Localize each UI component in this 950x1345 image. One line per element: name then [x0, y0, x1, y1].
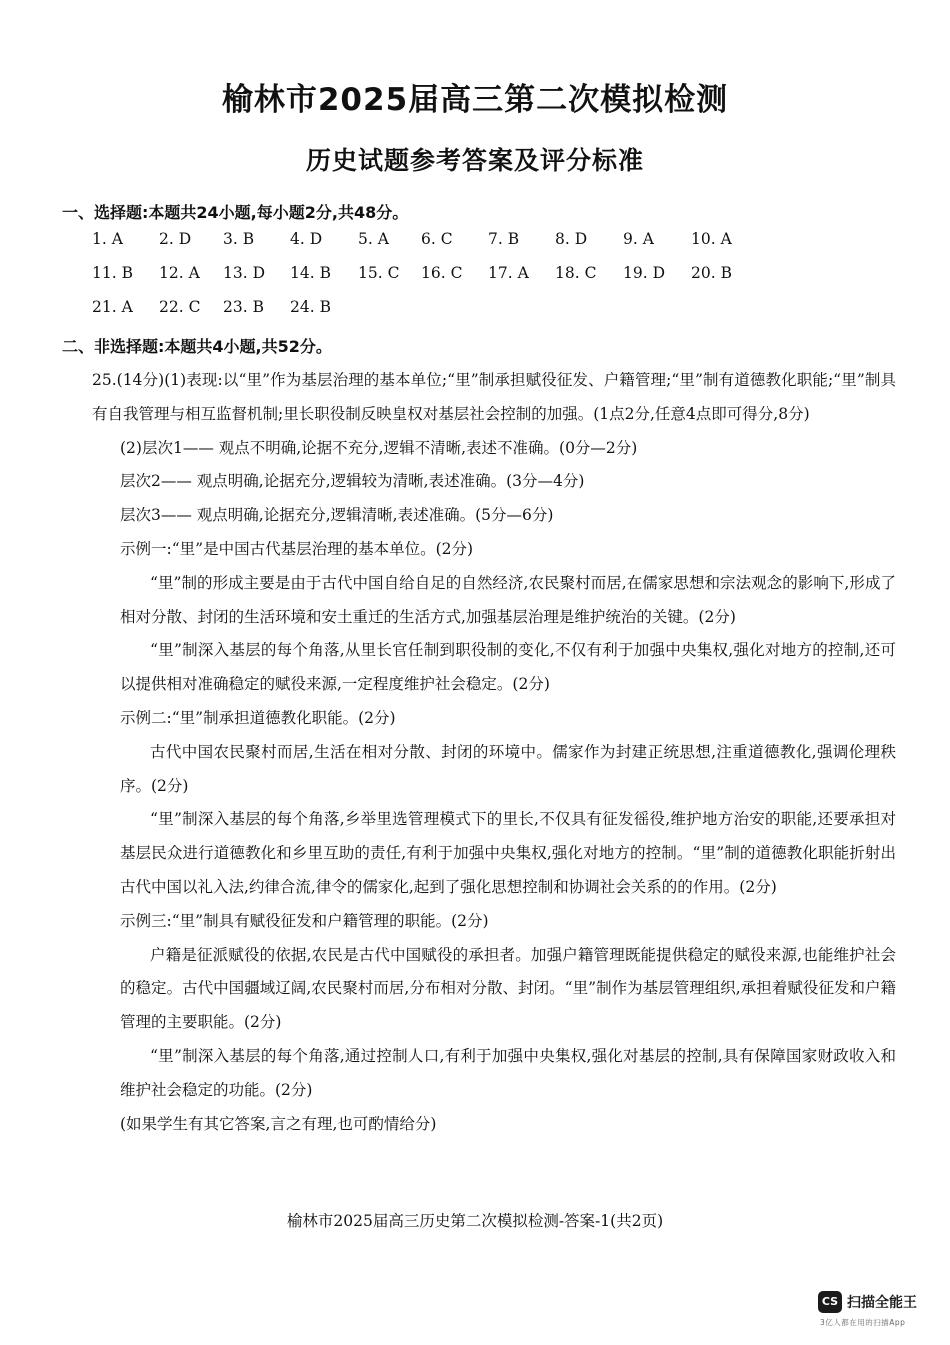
section-heading-choice: 一、选择题:本题共24小题,每小题2分,共48分。 — [62, 203, 409, 222]
answer-item: 11. B — [92, 264, 133, 282]
answer-item: 7. B — [488, 230, 520, 248]
example-2-paragraph: 古代中国农民聚村而居,生活在相对分散、封闭的环境中。儒家作为封建正统思想,注重道德教化,强调伦理秩序。(2分) — [120, 742, 896, 795]
level-3: 层次3—— 观点明确,论据充分,逻辑清晰,表述准确。(5分—6分) — [120, 506, 554, 525]
answer-body — [92, 364, 896, 1141]
example-2-paragraph: “里”制深入基层的每个角落,乡举里选管理模式下的里长,不仅具有征发徭役,维护地方治安的职能,还要承担对基层民众进行道德教化和乡里互助的责任,有利于加强中央集权,强化对地方的控制。“里”制的道德教化职能折射出古代中国以礼入法,约律合流,律令的儒家化,起到了强化思想控制和协调社会关系的的作用。(2分) — [120, 810, 896, 896]
answer-item: 20. B — [691, 264, 732, 282]
answer-item: 16. C — [421, 264, 463, 282]
answer-item: 3. B — [223, 230, 255, 248]
example-2-heading: 示例二:“里”制承担道德教化职能。(2分) — [120, 708, 396, 727]
example-3-paragraph: “里”制深入基层的每个角落,通过控制人口,有利于加强中央集权,强化对基层的控制,具有保障国家财政收入和维护社会稳定的功能。(2分) — [120, 1046, 896, 1099]
answer-row — [92, 230, 792, 264]
answer-grid — [92, 230, 792, 332]
answer-item: 10. A — [691, 230, 732, 248]
watermark-tagline: 3亿人都在用的扫描App — [820, 1318, 906, 1327]
answer-item: 8. D — [555, 230, 588, 248]
answer-item: 1. A — [92, 230, 123, 248]
level-2: 层次2—— 观点明确,论据充分,逻辑较为清晰,表述准确。(3分—4分) — [120, 472, 585, 491]
answer-row — [92, 298, 792, 332]
example-1-paragraph: “里”制的形成主要是由于古代中国自给自足的自然经济,农民聚村而居,在儒家思想和宗法观念的影响下,形成了相对分散、封闭的生活环境和安土重迁的生活方式,加强基层治理是维护统治的关键。(2分) — [120, 573, 896, 626]
answer-item: 5. A — [358, 230, 389, 248]
answer-item: 13. D — [223, 264, 266, 282]
watermark-app-name: 扫描全能王 — [847, 1295, 917, 1311]
answer-item: 2. D — [159, 230, 192, 248]
level-1: (2)层次1—— 观点不明确,论据不充分,逻辑不清晰,表述不准确。(0分—2分) — [120, 438, 638, 457]
answer-item: 12. A — [159, 264, 200, 282]
answer-item: 23. B — [223, 298, 264, 316]
answer-item: 6. C — [421, 230, 453, 248]
answer-item: 15. C — [358, 264, 400, 282]
example-3-heading: 示例三:“里”制具有赋役征发和户籍管理的职能。(2分) — [120, 911, 489, 930]
camscanner-logo-icon: CS — [818, 1291, 842, 1313]
page-footer: 榆林市2025届高三历史第二次模拟检测-答案-1(共2页) — [286, 1212, 664, 1230]
question-25-part1: 25.(14分)(1)表现:以“里”作为基层治理的基本单位;“里”制承担赋役征发、户籍管理;“里”制有道德教化职能;“里”制具有自我管理与相互监督机制;里长职役制反映皇权对基层社会控制的加强。(1点2分,任意4点即可得分,8分) — [92, 371, 896, 423]
grading-note: (如果学生有其它答案,言之有理,也可酌情给分) — [120, 1114, 437, 1133]
answer-item: 17. A — [488, 264, 529, 282]
answer-item: 19. D — [623, 264, 666, 282]
answer-row — [92, 264, 792, 298]
page-subtitle: 历史试题参考答案及评分标准 — [305, 146, 644, 175]
example-1-heading: 示例一:“里”是中国古代基层治理的基本单位。(2分) — [120, 539, 474, 558]
answer-item: 4. D — [290, 230, 323, 248]
answer-item: 14. B — [290, 264, 331, 282]
scanner-watermark — [818, 1290, 936, 1334]
answer-item: 21. A — [92, 298, 133, 316]
answer-item: 22. C — [159, 298, 201, 316]
example-1-paragraph: “里”制深入基层的每个角落,从里长官任制到职役制的变化,不仅有利于加强中央集权,强化对地方的控制,还可以提供相对准确稳定的赋役来源,一定程度维护社会稳定。(2分) — [120, 641, 896, 694]
answer-item: 9. A — [623, 230, 654, 248]
page-title: 榆林市2025届高三第二次模拟检测 — [221, 82, 729, 118]
section-heading-nonchoice: 二、非选择题:本题共4小题,共52分。 — [62, 337, 332, 356]
answer-item: 18. C — [555, 264, 597, 282]
answer-item: 24. B — [290, 298, 331, 316]
example-3-paragraph: 户籍是征派赋役的依据,农民是古代中国赋役的承担者。加强户籍管理既能提供稳定的赋役来源,也能维护社会的稳定。古代中国疆域辽阔,农民聚村而居,分布相对分散、封闭。“里”制作为基层管理组织,承担着赋役征发和户籍管理的主要职能。(2分) — [120, 945, 896, 1032]
